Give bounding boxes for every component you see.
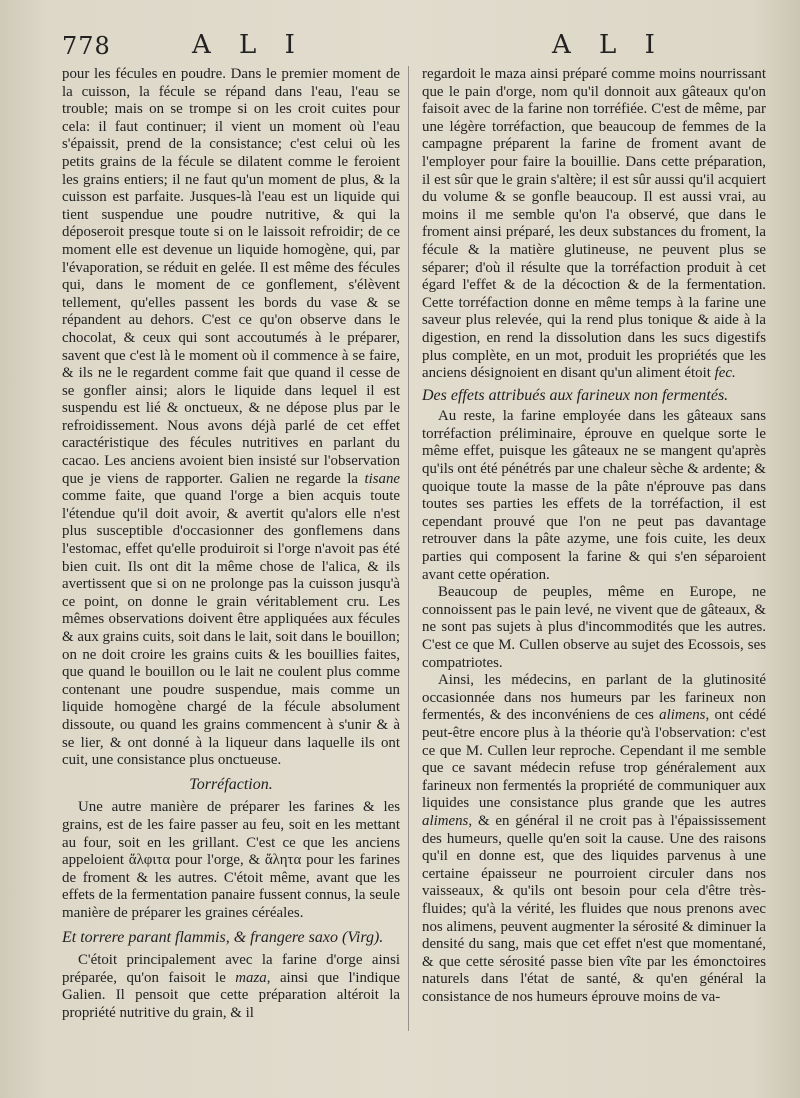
quotation: Et torrere parant flammis, & frangere saxo (Virg). bbox=[62, 928, 384, 946]
section-title-effets: Des effets attribués aux farineux non fermentés. bbox=[422, 386, 729, 404]
page-number: 778 bbox=[62, 32, 111, 60]
paragraph-text: C'étoit principalement avec la farine d'orge ainsi préparée, qu'on faisoit le bbox=[62, 952, 400, 986]
paragraph-text: comme faite, que quand l'orge a bien acquis toute l'étendue qu'il doit avoir, & avertit qu'alors elle n'est plus susceptible d'occasionner des gonflemens dans l'estomac, effet qu'elle produiroit si l'orge n'avoit pas été bien cuit. Ils ont dit la même chose de l'alica, & ils avertissent que si on ne prolonge pas la cuisson jusqu'à ce point, on donne le grain véritablement cru. Les mêmes observations doivent être appliquées aux fécules & aux grains cuits, soit dans le lait, soit dans le bouillon; on ne doit croire les grains cuits & les bouillies faites, que quand le bouillon ou le lait ne coulent plus comme contenant une poudre suspendue, mais comme un liquide homogène chargé de la fécule absolument dissoute, ou quand les grains commencent à s'unir & à se lier, & ont donné à la liqueur dans laquelle ils ont cuit, une consistance plus onctueuse. bbox=[62, 488, 400, 769]
paragraph: Au reste, la farine employée dans les gâteaux sans torréfaction préliminaire, éprouve en quelque sorte le même effet, puisque les gâteaux ne se mangent qu'après qu'ils ont été pénétrés par une chaleur sèche & ardente; & quoique toute la masse de la pâte n'éprouve pas dans toutes ses parties les effets de la torréfaction, il est cependant prouvé que l'on ne peut pas davantage retrouver dans la pâte azyme, une fois cuite, les deux parties qui composent la farine & qui s'en séparoient avant cette opération. bbox=[422, 408, 766, 583]
page-header bbox=[0, 28, 800, 68]
paragraph bbox=[422, 672, 766, 1006]
paragraph bbox=[62, 66, 400, 770]
italic-term: maza bbox=[235, 969, 267, 986]
italic-term: alimens bbox=[422, 812, 469, 829]
paragraph-text: regardoit le maza ainsi préparé comme moins nourrissant que le pain d'orge, nom qu'il donnoit aux gâteaux qu'on faisoit avec de la farine non torréfiée. C'est de même, par une légère torréfaction, que beaucoup de femmes de la campagne préparent la farine de froment avant de l'employer pour faire la bouillie. Dans cette préparation, il est sûr que le grain s'altère; il est sûr aussi qu'il acquiert du volume & se gonfle beaucoup. Il est aussi vrai, au moins il me semble qu'on l'a observé, que dans le froment ainsi préparé, les deux substances du froment, la fécule & la matière glutineuse, ne peuvent plus se séparer; d'où il résulte que la torréfaction produit à cet égard l'effet & de la décoction & de la fermentation. Cette torréfaction donne en même temps à la farine une saveur plus relevée, qui la rend plus tonique & aide à la digestion, en rend la dissolution dans les sucs digestifs plus complète, en un mot, produit les propriétés que les anciens désignoient en disant qu'un aliment étoit bbox=[422, 66, 766, 382]
running-head-left: A L I bbox=[192, 30, 305, 60]
paragraph: Une autre manière de préparer les farines & les grains, est de les faire passer au feu, soit en les mettant au four, soit en les grillant. C'est ce que les anciens appeloient ἄλφιτα pour l'orge, & ἄλητα pour les farines de froment & les autres. C'étoit même, avant que les effets de la fermentation panaire fussent connus, la seule manière de préparer les graines céréales. bbox=[62, 799, 400, 921]
right-column bbox=[422, 66, 766, 1006]
paragraph: Beaucoup de peuples, même en Europe, ne connoissent pas le pain levé, ne vivent que de gâteaux, & ne sont pas sujets à plus d'incommodités que les autres. C'est ce que M. Cullen observe au sujet des Ecossois, ses compatriotes. bbox=[422, 584, 766, 671]
running-head-right: A L I bbox=[552, 30, 665, 60]
section-title-torrefaction: Torréfaction. bbox=[189, 775, 273, 793]
italic-term: alimens bbox=[659, 707, 706, 724]
paragraph bbox=[62, 952, 400, 1022]
paragraph-text: , & en général il ne croit pas à l'épaississement des humeurs, quelle qu'en soit la cause. Une des raisons qu'il en donne est, que des liquides parvenus à une certaine épaisseur ne pourroient circuler dans nos vaisseaux, & qu'ils ont besoin pour cela d'être très-fluides; qu'à la vérité, les fluides que nous prenons avec nos alimens, peuvent augmenter la sérosité & diminuer la densité du sang, mais que cet effet n'est que momentané, & que cette sérosité passe bien vîte par les émonctoires naturels dans l'état de santé, & qu'en général la consistance de nos humeurs éprouve moins de va- bbox=[422, 812, 766, 1005]
paragraph-text: Ainsi, les médecins, en parlant de la glutinosité occasionnée dans nos humeurs par les farineux non fermentés, & des inconvéniens de ces bbox=[422, 672, 766, 724]
paragraph-text: , ainsi que l'indique Galien. Il pensoit que cette préparation altéroit la propriété nutritive du grain, & il bbox=[62, 969, 400, 1021]
paragraph-text: pour les fécules en poudre. Dans le premier moment de la cuisson, la fécule se répand dans l'eau, l'eau se trouble; mais on se trompe si on les croit cuites pour cela: il faut continuer; il vient un moment où l'eau s'épaissit, prend de la consistance; c'est celui où les petits grains de la fécule se dilatent comme le feroient les grains entiers; il ne faut qu'un moment de plus, & la cuisson est parfaite. Jusques-là l'eau est un liquide qui tient suspendue une poudre nutritive, & qui la déposeroit presque toute si on le laissoit refroidir; de ce moment elle est devenue un liquide homogène, qui, par l'évaporation, se réduit en gelée. Il est même des fécules qui, dans le moment de ce gonflement, s'élèvent tellement, qu'elles passent les bords du vase & se répandent au dehors. C'est ce qu'on observe dans le chocolat, & ceux qui sont accoutumés à le préparer, savent que c'est là le moment où il commence à se faire, & ils ne le regardent comme fait que quand il cesse de se gonfler ainsi; alors le liquide dans lequel il est suspendu est lié & onctueux, & ne dépose plus par le refroidissement. Nous avons déjà parlé de cet effet caractéristique des fécules nutritives en parlant du cacao. Les anciens avoient bien insisté sur l'observation que je viens de rapporter. Galien ne regarde la bbox=[62, 66, 400, 487]
italic-term: tisane bbox=[364, 470, 401, 487]
paragraph-text: , ont cédé peut-être encore plus à la théorie qu'à l'observation: c'est ce que M. Cullen leur reproche. Cependant il me semble que ce savant médecin refuse trop généralement aux farineux non fermentés la propriété de communiquer aux liquides une consistance plus grande que les autres bbox=[422, 707, 767, 812]
paragraph bbox=[422, 66, 766, 383]
italic-term: fec. bbox=[714, 365, 736, 382]
column-divider bbox=[408, 66, 409, 1031]
left-column bbox=[62, 66, 400, 1022]
